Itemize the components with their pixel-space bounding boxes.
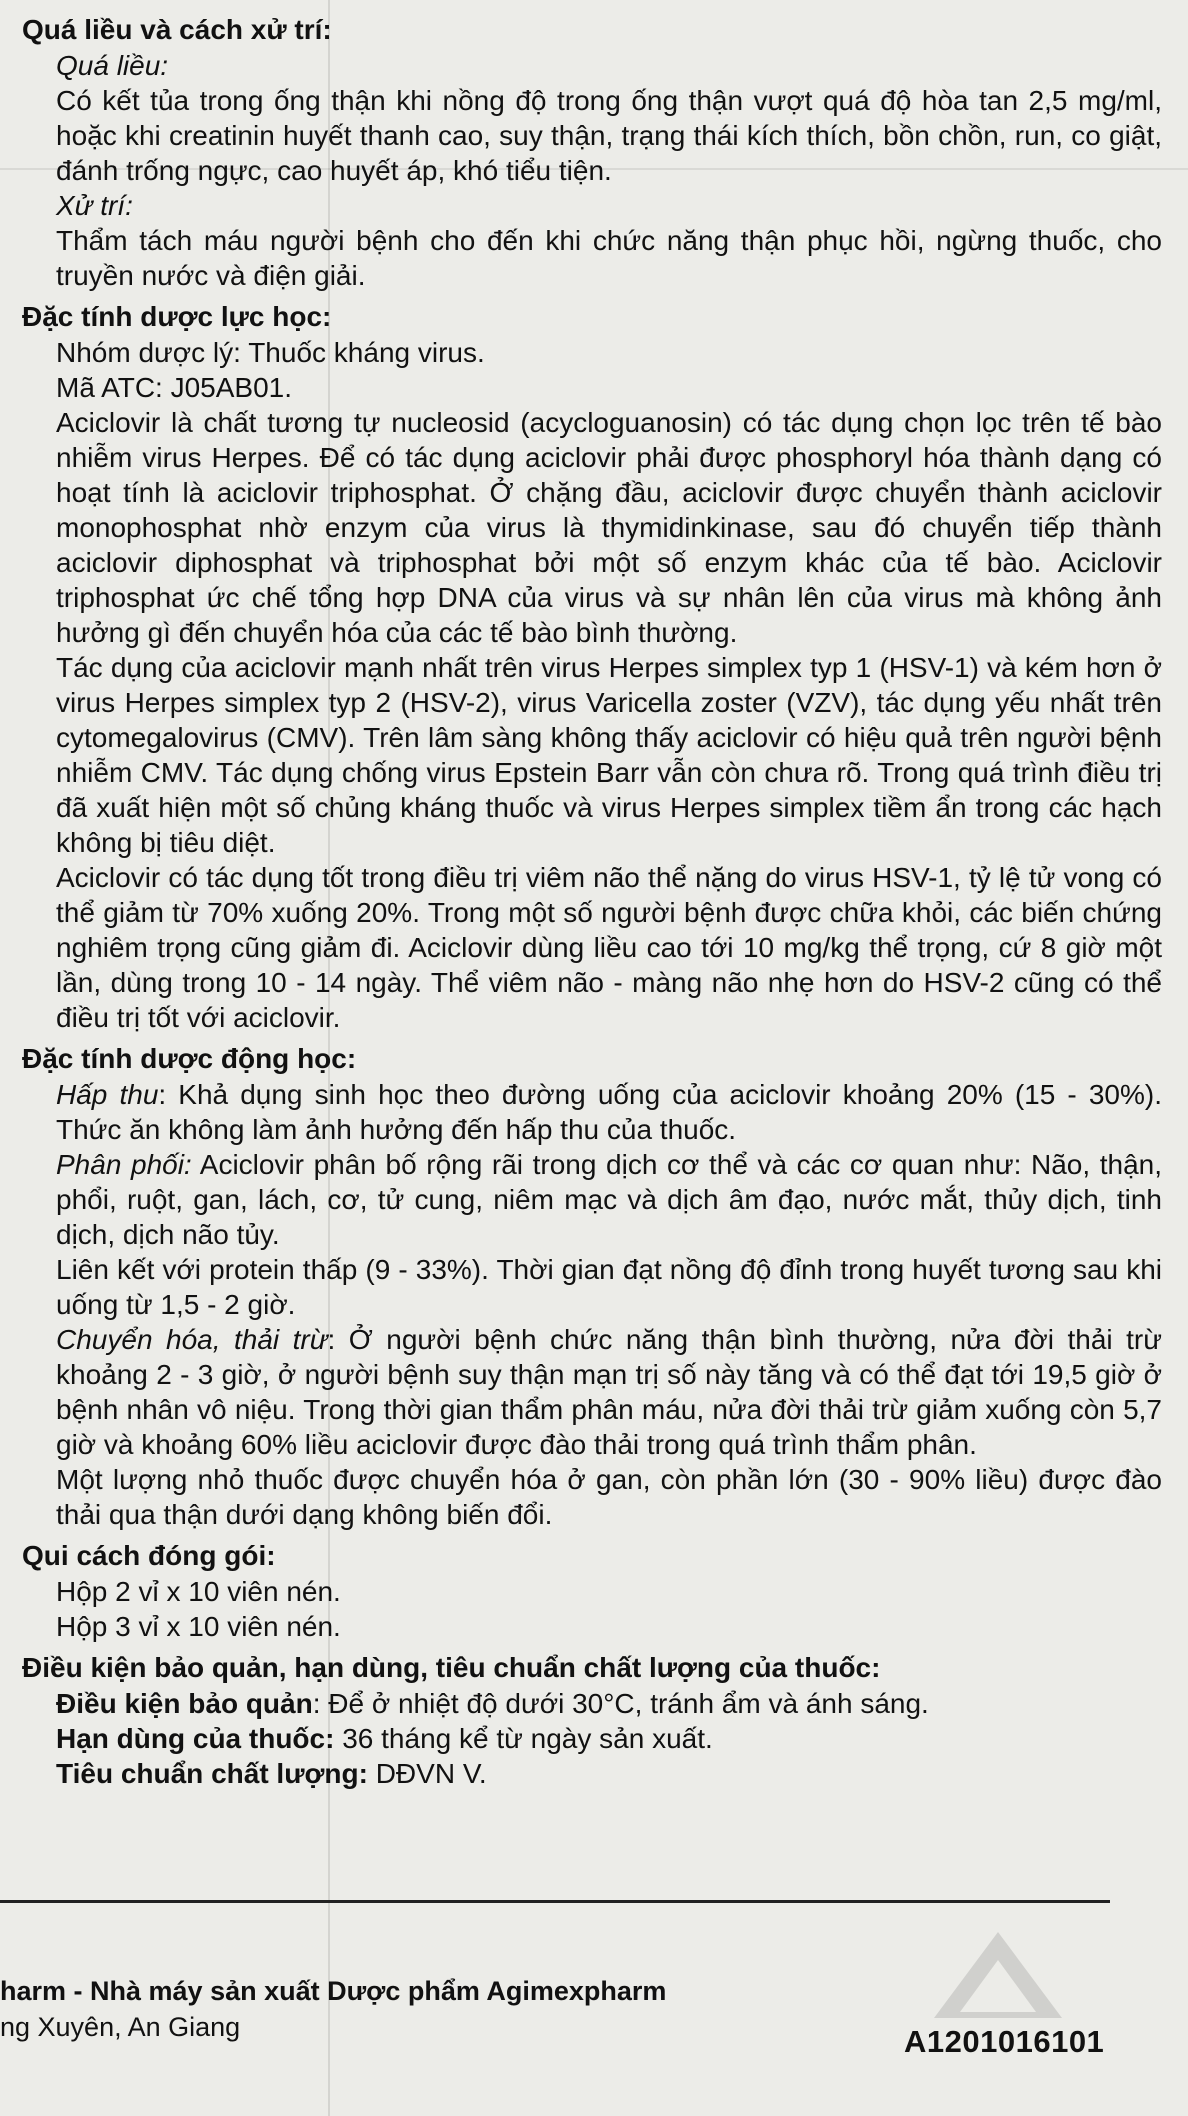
elimination-text: Một lượng nhỏ thuốc được chuyển hóa ở gan, còn phần lớn (30 - 90% liều) được đào thải qua thận dưới dạng không biến đổi. <box>56 1464 1162 1530</box>
packaging-heading: Qui cách đóng gói: <box>22 1540 276 1571</box>
footer-divider <box>0 1900 1110 1903</box>
metabolism-text: : Ở người bệnh chức năng thận bình thường, nửa đời thải trừ khoảng 2 - 3 giờ, ở người bệnh suy thận mạn trị số này tăng và có thể đạt tới 19,5 giờ ở bệnh nhân vô niệu. Trong thời gian thẩm phân máu, nửa đời thải trừ giảm xuống còn 5,7 giờ và khoảng 60% liều aciclovir được đào thải trong quá trình thẩm phân. <box>56 1324 1162 1460</box>
overdose-label: Quá liều: <box>56 50 169 81</box>
treatment-label: Xử trí: <box>56 190 133 221</box>
treatment-text: Thẩm tách máu người bệnh cho đến khi chức năng thận phục hồi, ngừng thuốc, cho truyền nước và điện giải. <box>56 225 1162 291</box>
distribution-label: Phân phối: <box>56 1149 192 1180</box>
absorption-paragraph <box>22 1077 1162 1147</box>
quality-standard-text: DĐVN V. <box>367 1758 487 1789</box>
agimexpharm-logo-icon <box>928 1930 1068 2020</box>
leaflet-code: A1201016101 <box>904 2024 1105 2059</box>
packaging-item: Hộp 3 vỉ x 10 viên nén. <box>56 1611 341 1642</box>
pharmacodynamics-paragraph-1: Aciclovir là chất tương tự nucleosid (acycloguanosin) có tác dụng chọn lọc trên tế bào nhiễm virus Herpes. Để có tác dụng aciclovir phải được phosphoryl hóa thành dạng có hoạt tính là aciclovir triphosphat. Ở chặng đầu, aciclovir được chuyển thành aciclovir monophosphat nhờ enzym của virus là thymidinkinase, sau đó chuyển tiếp thành aciclovir diphosphat và triphosphat bởi một số enzym khác của tế bào. Aciclovir triphosphat ức chế tổng hợp DNA của virus và sự nhân lên của virus mà không ảnh hưởng gì đến chuyển hóa của các tế bào bình thường. <box>56 407 1162 648</box>
pharmacokinetics-heading: Đặc tính dược động học: <box>22 1043 357 1074</box>
packaging-item: Hộp 2 vỉ x 10 viên nén. <box>56 1576 341 1607</box>
metabolism-label: Chuyển hóa, thải trừ <box>56 1324 328 1355</box>
pharmacodynamics-paragraph-2: Tác dụng của aciclovir mạnh nhất trên virus Herpes simplex typ 1 (HSV-1) và kém hơn ở virus Herpes simplex typ 2 (HSV-2), virus Varicella zoster (VZV), tác dụng yếu nhất trên cytomegalovirus (CMV). Trên lâm sàng không thấy aciclovir có hiệu quả trên người bệnh nhiễm CMV. Tác dụng chống virus Epstein Barr vẫn còn chưa rõ. Trong quá trình điều trị đã xuất hiện một số chủng kháng thuốc và virus Herpes simplex tiềm ẩn trong các hạch không bị tiêu diệt. <box>56 652 1162 858</box>
storage-conditions-label: Điều kiện bảo quản <box>56 1688 313 1719</box>
quality-standard <box>22 1756 1162 1791</box>
absorption-label: Hấp thu <box>56 1079 159 1110</box>
distribution-paragraph <box>22 1147 1162 1252</box>
quality-standard-label: Tiêu chuẩn chất lượng: <box>56 1758 368 1789</box>
storage-heading: Điều kiện bảo quản, hạn dùng, tiêu chuẩn chất lượng của thuốc: <box>22 1652 881 1683</box>
shelf-life-text: 36 tháng kể từ ngày sản xuất. <box>334 1723 713 1754</box>
storage-conditions-text: : Để ở nhiệt độ dưới 30°C, tránh ẩm và ánh sáng. <box>312 1688 929 1719</box>
atc-code: Mã ATC: J05AB01. <box>56 372 293 403</box>
leaflet-content <box>22 6 1162 1791</box>
distribution-text: Aciclovir phân bố rộng rãi trong dịch cơ thể và các cơ quan như: Não, thận, phổi, ruột, gan, lách, cơ, tử cung, niêm mạc và dịch âm đạo, nước mắt, thủy dịch, tinh dịch, dịch não tủy. <box>56 1149 1162 1250</box>
protein-binding-text: Liên kết với protein thấp (9 - 33%). Thời gian đạt nồng độ đỉnh trong huyết tương sau khi uống từ 1,5 - 2 giờ. <box>56 1254 1162 1320</box>
shelf-life <box>22 1721 1162 1756</box>
metabolism-paragraph <box>22 1322 1162 1462</box>
pharmacodynamics-paragraph-3: Aciclovir có tác dụng tốt trong điều trị viêm não thể nặng do virus HSV-1, tỷ lệ tử vong có thể giảm từ 70% xuống 20%. Trong một số người bệnh được chữa khỏi, các biến chứng nghiêm trọng cũng giảm đi. Aciclovir dùng liều cao tới 10 mg/kg thể trọng, cứ 8 giờ một lần, dùng trong 10 - 14 ngày. Thể viêm não - màng não nhẹ hơn do HSV-2 cũng có thể điều trị tốt với aciclovir. <box>56 862 1162 1033</box>
manufacturer-address: ng Xuyên, An Giang <box>0 2012 241 2042</box>
storage-conditions <box>22 1686 1162 1721</box>
shelf-life-label: Hạn dùng của thuốc: <box>56 1723 335 1754</box>
manufacturer-name: harm - Nhà máy sản xuất Dược phẩm Agimexpharm <box>0 1976 667 2006</box>
absorption-text: : Khả dụng sinh học theo đường uống của aciclovir khoảng 20% (15 - 30%). Thức ăn không làm ảnh hưởng đến hấp thu của thuốc. <box>56 1079 1163 1145</box>
pharmacodynamics-heading: Đặc tính dược lực học: <box>22 301 332 332</box>
overdose-text: Có kết tủa trong ống thận khi nồng độ trong ống thận vượt quá độ hòa tan 2,5 mg/ml, hoặc khi creatinin huyết thanh cao, suy thận, trạng thái kích thích, bồn chồn, run, co giật, đánh trống ngực, cao huyết áp, khó tiểu tiện. <box>56 85 1162 186</box>
pharmacological-group: Nhóm dược lý: Thuốc kháng virus. <box>56 337 485 368</box>
overdose-heading: Quá liều và cách xử trí: <box>22 14 332 45</box>
